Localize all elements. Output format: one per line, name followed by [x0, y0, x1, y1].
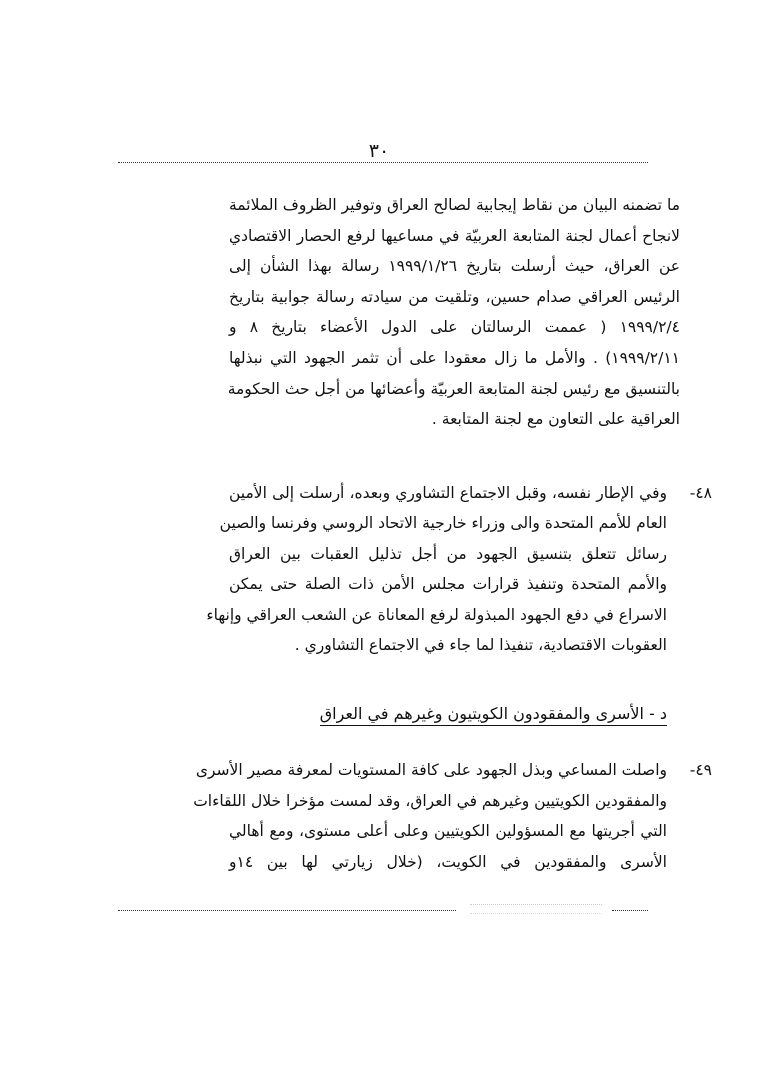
page-number: ٣٠ — [368, 140, 390, 162]
text-line: الاسراع في دفع الجهود المبذولة لرفع المعاناة عن الشعب العراقي وإنهاء — [206, 606, 667, 624]
text-line: عن العراق، حيث أرسلت بتاريخ ١٩٩٩/١/٢٦ رسالة بهذا الشأن إلى — [229, 257, 680, 275]
text-line: لانجاح أعمال لجنة المتابعة العربيّة في مساعيها لرفع الحصار الاقتصادي — [229, 227, 680, 245]
text-line: بالتنسيق مع رئيس لجنة المتابعة العربيّة وأعضائها من أجل حث الحكومة — [227, 380, 680, 398]
text-line: ما تضمنه البيان من نقاط إيجابية لصالح العراق وتوفير الظروف الملائمة — [229, 196, 680, 214]
paragraph-number: ٤٨- — [689, 484, 712, 502]
text-line: التي أجريتها مع المسؤولين الكويتيين وعلى أعلى مستوى، ومع أهالي — [229, 822, 667, 840]
footer-faint-text — [470, 904, 602, 914]
text-line: الأسرى والمفقودين في الكويت، (خلال زيارتي لها بين ١٤و — [229, 853, 667, 871]
section-heading-text: د - الأسرى والمفقودون الكويتيون وغيرهم في العراق — [320, 704, 667, 726]
text-line: الرئيس العراقي صدام حسين، وتلقيت من سيادته رسالة جوابية بتاريخ — [229, 288, 680, 306]
text-line: وفي الإطار نفسه، وقبل الاجتماع التشاوري وبعده، أرسلت إلى الأمين — [229, 484, 667, 502]
text-line: ١٩٩٩/٢/٤ ( عممت الرسالتان على الدول الأعضاء بتاريخ ٨ و — [229, 318, 680, 336]
text-line: والمفقودين الكويتيين وغيرهم في العراق، وقد لمست مؤخرا خلال اللقاءات — [193, 792, 667, 810]
text-line: العراقية على التعاون مع لجنة المتابعة . — [431, 410, 680, 428]
text-line: واصلت المساعي وبذل الجهود على كافة المستويات لمعرفة مصير الأسرى — [195, 761, 667, 779]
footer-divider-end — [612, 910, 648, 911]
header-divider — [118, 162, 648, 163]
paragraph-number: ٤٩- — [689, 761, 712, 779]
text-line: والأمم المتحدة وتنفيذ قرارات مجلس الأمن ذات الصلة حتى يمكن — [229, 575, 667, 593]
text-line: ١٩٩٩/٢/١١) . والأمل ما زال معقودا على أن تثمر الجهود التي نبذلها — [229, 349, 680, 367]
text-line: العقوبات الاقتصادية، تنفيذا لما جاء في الاجتماع التشاوري . — [294, 636, 667, 654]
text-line: رسائل تتعلق بتنسيق الجهود من أجل تذليل العقبات بين العراق — [229, 545, 667, 563]
footer-divider — [118, 910, 456, 911]
text-line: العام للأمم المتحدة والى وزراء خارجية الاتحاد الروسي وفرنسا والصين — [219, 514, 667, 532]
section-heading — [229, 703, 667, 725]
